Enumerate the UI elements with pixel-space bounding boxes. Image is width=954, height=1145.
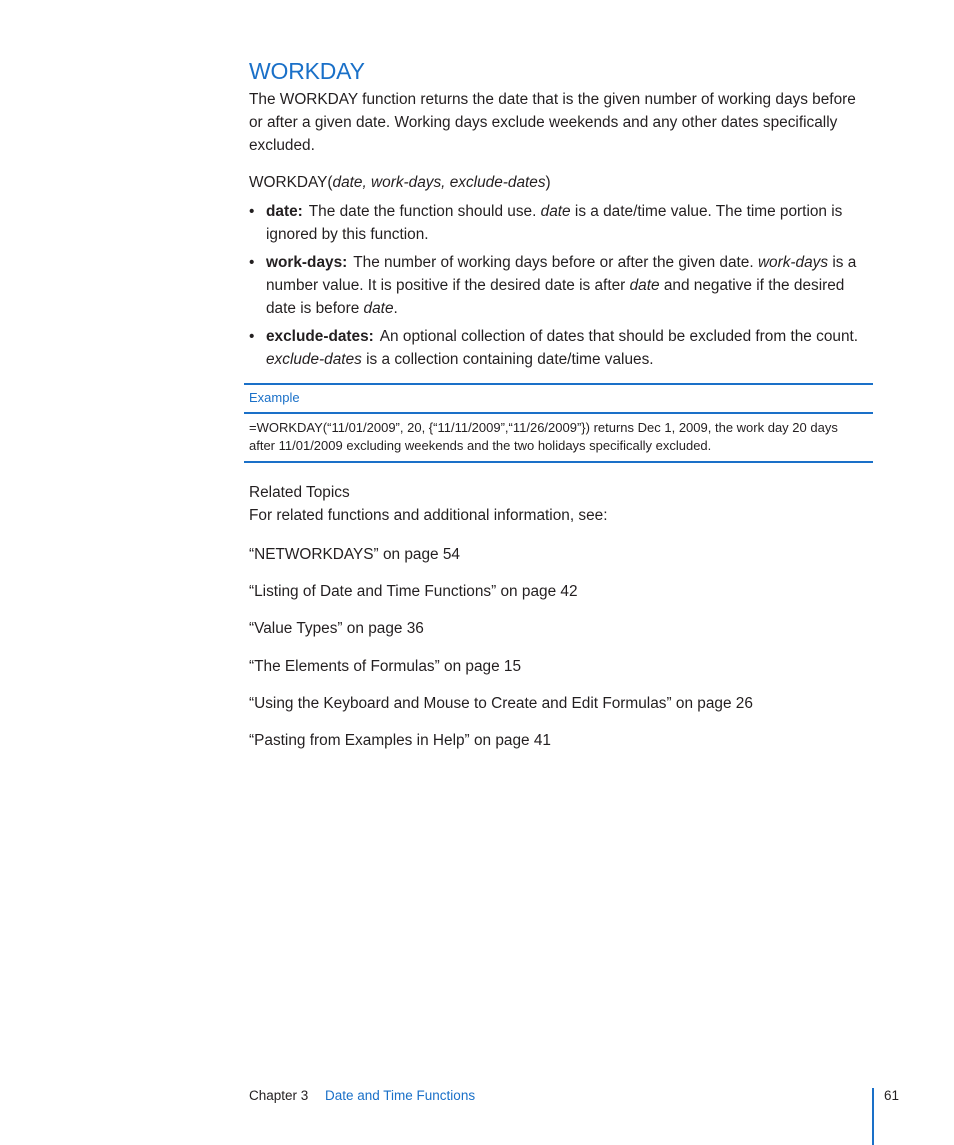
parameter-reference: date bbox=[363, 300, 394, 317]
page-number: 61 bbox=[884, 1088, 900, 1103]
parameter-list bbox=[249, 200, 864, 376]
parameter-reference: work-days bbox=[757, 254, 829, 271]
related-topic-link[interactable]: “Using the Keyboard and Mouse to Create and Edit Formulas” on page 26 bbox=[249, 694, 753, 712]
related-topics-list bbox=[249, 544, 753, 767]
page-title: WORKDAY bbox=[249, 58, 365, 84]
parameter-term: date: bbox=[266, 203, 303, 220]
related-topic-link[interactable]: “The Elements of Formulas” on page 15 bbox=[249, 657, 522, 675]
footer-section-title: Date and Time Functions bbox=[325, 1088, 476, 1103]
parameter-item bbox=[249, 200, 864, 246]
footer-chapter: Chapter 3 bbox=[249, 1088, 309, 1103]
parameter-description: is a collection containing date/time values. bbox=[361, 351, 654, 368]
parameter-item bbox=[249, 325, 864, 371]
example-text: =WORKDAY(“11/01/2009”, 20, {“11/11/2009”,“11/26/2009”}) returns Dec 1, 2009, the work day 20 days after 11/01/2009 excluding weekends and the two holidays specifically excluded. bbox=[249, 420, 838, 453]
parameter-description: The number of working days before or after the given date. bbox=[353, 254, 758, 271]
syntax-open-paren: ( bbox=[327, 174, 333, 191]
related-topic-link[interactable]: “Listing of Date and Time Functions” on page 42 bbox=[249, 583, 578, 601]
syntax-close-paren: ) bbox=[545, 174, 551, 191]
related-topic-link[interactable]: “Pasting from Examples in Help” on page 41 bbox=[249, 731, 551, 749]
syntax-arguments: date, work-days, exclude-dates bbox=[332, 174, 546, 191]
parameter-description: The date the function should use. bbox=[308, 203, 541, 220]
intro-paragraph: The WORKDAY function returns the date that is the given number of working days before or after a given date. Working days exclude weekends and any other dates specifically excluded. bbox=[249, 91, 856, 154]
bullet-icon: • bbox=[249, 328, 255, 345]
function-syntax bbox=[249, 171, 551, 194]
footer-divider bbox=[872, 1088, 874, 1145]
parameter-reference: date bbox=[540, 203, 571, 220]
parameter-description: is a date/time value. The time portion is ignored by this function. bbox=[266, 203, 843, 243]
example-heading: Example bbox=[244, 385, 873, 414]
related-topic-link[interactable]: “NETWORKDAYS” on page 54 bbox=[249, 546, 460, 563]
parameter-description: is a number value. It is positive if the desired date is after bbox=[266, 254, 857, 294]
related-topics-heading: Related Topics bbox=[249, 484, 350, 501]
example-box bbox=[244, 383, 873, 463]
parameter-term: work-days: bbox=[266, 254, 348, 271]
parameter-reference: date bbox=[629, 277, 660, 294]
parameter-term: exclude-dates: bbox=[266, 328, 374, 345]
parameter-reference: exclude-dates bbox=[266, 351, 362, 368]
parameter-item bbox=[249, 251, 864, 320]
syntax-function-name: WORKDAY bbox=[249, 174, 328, 191]
parameter-description: An optional collection of dates that should be excluded from the count. bbox=[379, 328, 859, 345]
related-topic-link[interactable]: “Value Types” on page 36 bbox=[249, 620, 424, 638]
bullet-icon: • bbox=[249, 203, 255, 220]
bullet-icon: • bbox=[249, 254, 255, 271]
parameter-description: and negative if the desired date is before bbox=[266, 277, 845, 317]
parameter-description: . bbox=[393, 300, 398, 317]
related-topics-intro: For related functions and additional information, see: bbox=[249, 507, 608, 524]
